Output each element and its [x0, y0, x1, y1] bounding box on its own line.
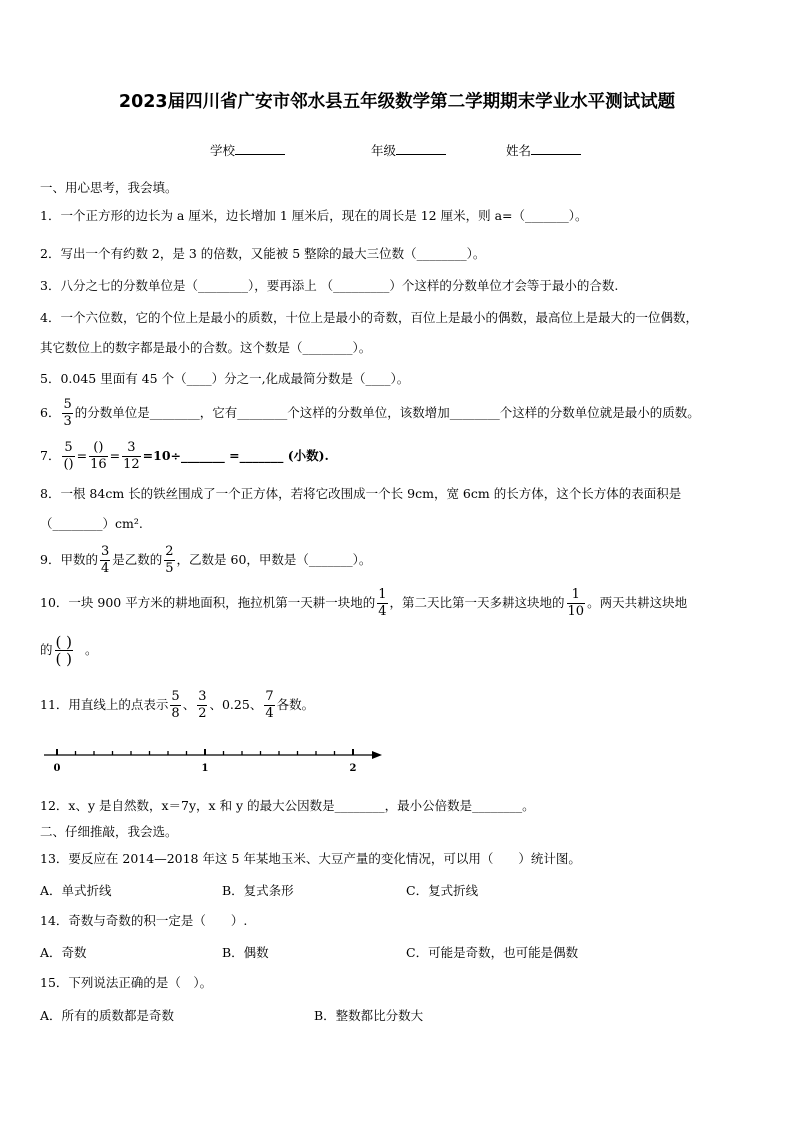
q7-equals-1: = — [76, 448, 88, 463]
q7-f3-denominator: 12 — [123, 457, 140, 472]
q11-f1-denominator: 8 — [171, 706, 180, 721]
q9-fraction-1 — [100, 545, 110, 576]
q15-option-b[interactable]: B．整数都比分数大 — [314, 1008, 424, 1023]
question-12: 12．x、y 是自然数，x＝7y，x 和 y 的最大公因数是________，最小公倍数是________。 — [40, 798, 535, 813]
q13-option-a[interactable]: A．单式折线 — [40, 883, 112, 898]
question-8-line-2: （________）cm². — [40, 516, 143, 531]
question-9 — [40, 545, 371, 576]
q10-answer-numerator: ( ) — [55, 633, 72, 651]
number-line — [40, 740, 390, 776]
q6-text: 的分数单位是________，它有________个这样的分数单位，该数增加________个这样的分数单位就是最小的质数。 — [74, 405, 700, 420]
q9-f2-denominator: 5 — [165, 561, 174, 576]
number-line-label-2: 2 — [349, 763, 357, 774]
q7-f2-denominator: 16 — [90, 457, 107, 472]
q7-equals-2: = — [109, 448, 121, 463]
section-1-heading: 一、用心思考，我会填。 — [40, 180, 178, 195]
grade-blank[interactable] — [396, 141, 446, 155]
q11-fraction-3 — [264, 690, 274, 721]
q10-f2-denominator: 10 — [567, 604, 585, 619]
school-field — [210, 141, 285, 159]
q9-middle: 是乙数的 — [112, 552, 163, 567]
q10-fraction-2 — [567, 588, 586, 619]
question-3: 3．八分之七的分数单位是（________），要再添上 （_________）个这样的分数单位才会等于最小的合数. — [40, 278, 619, 293]
question-4-line-1: 4．一个六位数，它的个位上是最小的质数，十位上是最小的奇数，百位上是最小的偶数，最高位上是最大的一位偶数， — [40, 310, 698, 325]
q7-f3-numerator: 3 — [127, 440, 136, 455]
section-2-heading: 二、仔细推敲，我会选。 — [40, 824, 178, 839]
q10-middle: ，第二天比第一天多耕这块地的 — [389, 595, 565, 610]
q10-line2-suffix: 。 — [85, 642, 98, 657]
q10-prefix: 10．一块 900 平方米的耕地面积，拖拉机第一天耕一块地的 — [40, 595, 376, 610]
q11-fraction-2 — [197, 690, 207, 721]
q10-suffix: 。两天共耕这块地 — [587, 595, 688, 610]
q11-f2-numerator: 3 — [198, 689, 207, 704]
q6-frac-numerator: 5 — [63, 397, 72, 412]
q7-f2-numerator: () — [93, 440, 104, 455]
question-4-line-2: 其它数位上的数字都是最小的合数。这个数是（________）。 — [40, 340, 372, 355]
q7-fraction-2 — [89, 441, 108, 472]
question-13-stem: 13．要反应在 2014—2018 年这 5 年某地玉米、大豆产量的变化情况，可以用（ ）统计图。 — [40, 851, 581, 866]
q14-option-a[interactable]: A．奇数 — [40, 945, 87, 960]
q9-f2-numerator: 2 — [165, 544, 174, 559]
name-blank[interactable] — [531, 141, 581, 155]
q9-prefix: 9．甲数的 — [40, 552, 98, 567]
q11-f1-numerator: 5 — [171, 689, 180, 704]
question-1: 1．一个正方形的边长为 a 厘米，边长增加 1 厘米后，现在的周长是 12 厘米，则 a=（_______）。 — [40, 208, 588, 223]
q7-fraction-1 — [62, 441, 74, 472]
q14-option-c[interactable]: C．可能是奇数，也可能是偶数 — [406, 945, 579, 960]
q10-f1-denominator: 4 — [378, 604, 387, 619]
question-8-line-1: 8．一根 84cm 长的铁丝围成了一个正方体，若将它改围成一个长 9cm，宽 6cm 的长方体，这个长方体的表面积是 — [40, 486, 682, 501]
number-line-label-0: 0 — [53, 763, 61, 774]
q7-f1-numerator: 5 — [64, 440, 73, 455]
grade-field — [371, 141, 446, 159]
page-title: 2023届四川省广安市邻水县五年级数学第二学期期末学业水平测试试题 — [118, 92, 676, 112]
q11-suffix: 各数。 — [276, 697, 315, 712]
q11-f3-numerator: 7 — [265, 689, 274, 704]
number-line-ticks — [57, 749, 353, 755]
question-14-stem: 14．奇数与奇数的积一定是（ ）. — [40, 913, 248, 928]
q11-f3-denominator: 4 — [265, 706, 274, 721]
q11-separator-2: 、0.25、 — [209, 697, 263, 712]
q10-f2-numerator: 1 — [571, 587, 580, 602]
number-line-label-1: 1 — [201, 763, 209, 774]
q11-f2-denominator: 2 — [198, 706, 207, 721]
q15-option-a[interactable]: A．所有的质数都是奇数 — [40, 1008, 175, 1023]
q7-text: =10÷_______ =_______ (小数). — [142, 448, 329, 463]
q10-answer-fraction[interactable] — [55, 635, 73, 666]
q10-fraction-1 — [377, 588, 387, 619]
name-label: 姓名 — [506, 143, 532, 158]
q9-f1-denominator: 4 — [100, 561, 110, 576]
school-label: 学校 — [210, 143, 236, 158]
question-10-line-1 — [40, 588, 687, 619]
q14-option-b[interactable]: B．偶数 — [222, 945, 269, 960]
question-10-line-2 — [40, 635, 98, 666]
q10-answer-denominator: ( ) — [55, 650, 72, 668]
q9-fraction-2 — [164, 545, 174, 576]
q7-number: 7． — [40, 448, 61, 463]
name-field — [506, 141, 581, 159]
question-7 — [40, 441, 329, 472]
grade-label: 年级 — [371, 143, 397, 158]
q6-number: 6． — [40, 405, 61, 420]
q11-separator-1: 、 — [182, 697, 196, 712]
question-6 — [40, 398, 700, 429]
question-2: 2．写出一个有约数 2，是 3 的倍数，又能被 5 整除的最大三位数（________）。 — [40, 246, 486, 261]
question-11 — [40, 690, 314, 721]
question-15-stem: 15．下列说法正确的是（ ）。 — [40, 975, 213, 990]
q9-f1-numerator: 3 — [100, 544, 110, 559]
q9-suffix: ，乙数是 60，甲数是（_______）。 — [176, 552, 372, 567]
q7-fraction-3 — [122, 441, 141, 472]
q10-line2-prefix: 的 — [40, 642, 53, 657]
q6-fraction — [62, 398, 72, 429]
q6-frac-denominator: 3 — [63, 414, 72, 429]
q10-f1-numerator: 1 — [378, 587, 387, 602]
q11-prefix: 11．用直线上的点表示 — [40, 697, 169, 712]
school-blank[interactable] — [235, 141, 285, 155]
question-5: 5．0.045 里面有 45 个（____）分之一,化成最简分数是（____）。 — [40, 371, 410, 386]
number-line-arrow-icon — [372, 751, 382, 759]
q11-fraction-1 — [170, 690, 180, 721]
q13-option-c[interactable]: C．复式折线 — [406, 883, 479, 898]
q7-f1-denominator: () — [63, 457, 74, 472]
q13-option-b[interactable]: B．复式条形 — [222, 883, 294, 898]
